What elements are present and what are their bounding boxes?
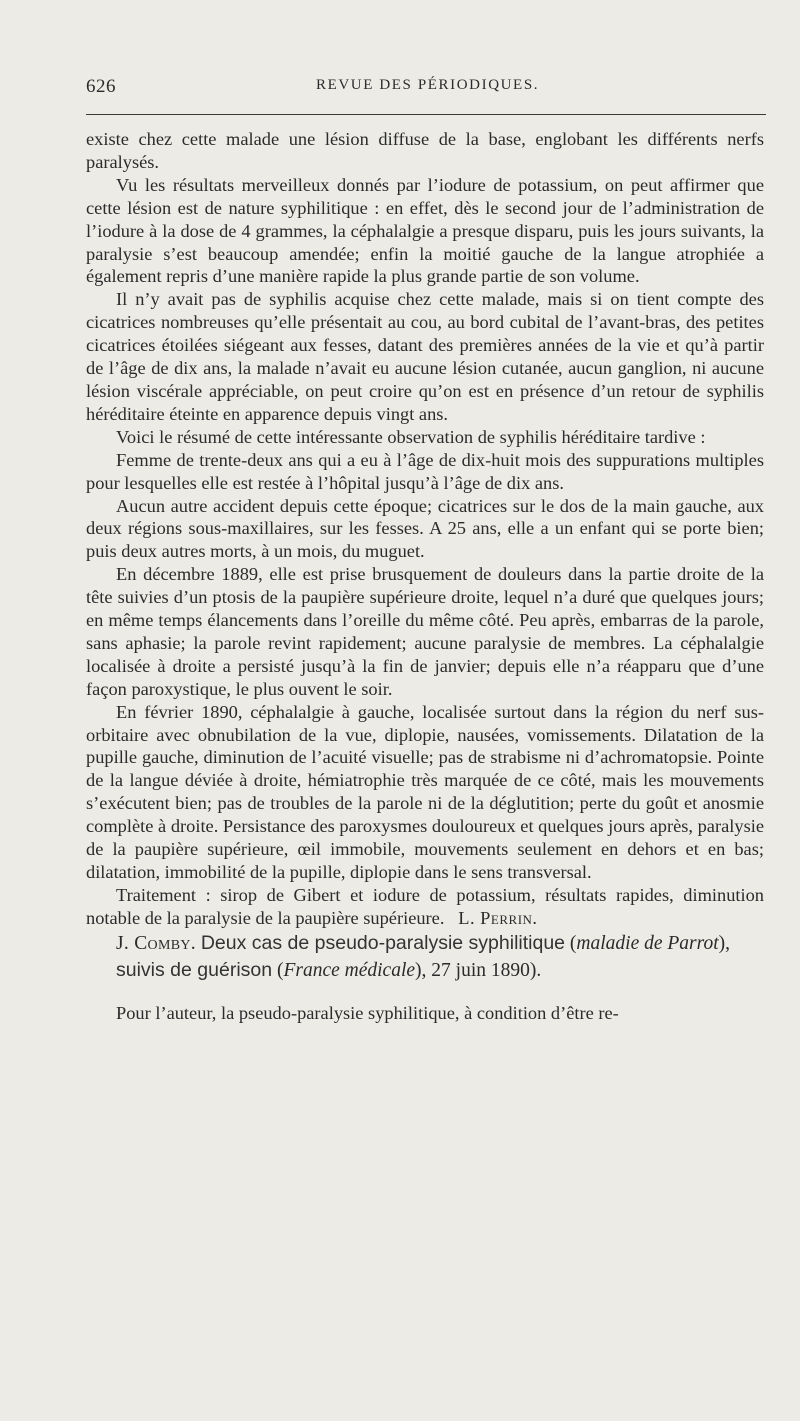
paragraph-with-signature [86,884,764,930]
page-header [86,76,766,102]
paragraph: En février 1890, céphalalgie à gauche, localisée surtout dans la région du nerf sus-orbitaire avec obnubilation de la vue, diplopie, nausées, vomissements. Dilatation de la pupille gauche, diminution de l’acuité visuelle; pas de strabisme ni d’achromatopsie. Pointe de la langue déviée à droite, hémiatrophie très marquée de ce côté, mais les mouvements s’exécutent bien; pas de troubles de la parole ni de la déglutition; perte du goût et anosmie complète à droite. Persistance des paroxysmes douloureux et quelques jours après, paralysie de la paupière supérieure, œil immobile, mouvements seulement en dehors et en bas; dilatation, immobilité de la pupille, diplopie dans le sens transversal. [86,701,764,882]
reference-middle: suivis de guérison [116,958,273,981]
paragraph: Il n’y avait pas de syphilis acquise chez cette malade, mais si on tient compte des cicatrices nombreuses qu’elle présentait au cou, au bord cubital de l’avant-bras, des petites cicatrices étoilées siégeant aux fesses, datant des premières années de la vie et qu’à partir de l’âge de dix ans, la malade n’avait eu aucune lésion cutanée, aucun ganglion, ni aucune lésion viscérale appréciable, on peut croire qu’on est en présence d’un retour de syphilis héréditaire éteinte en apparence depuis vingt ans. [86,289,764,424]
reference-journal: France médicale [283,959,416,981]
signature: L. Perrin. [458,907,538,928]
paragraph: existe chez cette malade une lésion diffuse de la base, englobant les différents nerfs paralysés. [86,129,764,172]
paragraph: Vu les résultats merveilleux donnés par l’iodure de potassium, on peut affirmer que cette lésion est de nature syphilitique : en effet, dès le second jour de l’administration de l’iodure à la dose de 4 grammes, la céphalalgie a presque disparu, puis les jours suivants, la paralysie s’est beaucoup amendée; enfin la moitié gauche de la langue atrophiée a également repris d’une manière rapide la plus grande partie de son volume. [86,174,764,287]
page-number: 626 [86,76,116,97]
reference-subtitle: maladie de Parrot [576,932,719,954]
paragraph: Aucun autre accident depuis cette époque; cicatrices sur le dos de la main gauche, aux deux régions sous-maxillaires, sur les fesses. A 25 ans, elle a un enfant qui se porte bien; puis deux autres morts, à un mois, du muguet. [86,495,764,562]
paragraph: En décembre 1889, elle est prise brusquement de douleurs dans la partie droite de la tête suivies d’un ptosis de la paupière supérieure droite, lequel n’a duré que quelques jours; en même temps élancements dans l’oreille du même côté. Peu après, embarras de la parole, sans aphasie; la parole revint rapidement; aucune paralysie de membres. La céphalalgie localisée à droite a persisté jusqu’à la fin de janvier; depuis elle n’a réapparu que d’une façon paroxystique, le plus ouvent le soir. [86,564,764,699]
bibliographic-reference: J. Comby. Deux cas de pseudo-paralysie syphilitique (maladie de Parrot), suivis de guérison (France médicale), 27 juin 1890). [116,931,731,981]
reference-date: 27 juin 1890 [431,959,530,981]
article-body [86,128,764,1025]
paragraph: Voici le résumé de cette intéressante observation de syphilis héréditaire tardive : [116,426,706,447]
running-title: REVUE DES PÉRIODIQUES. [316,77,540,93]
reference-title: Deux cas de pseudo-paralysie syphilitique [200,931,566,954]
header-rule [86,114,766,115]
paragraph: Traitement : sirop de Gibert et iodure de potassium, résultats rapides, diminution notable de la paralysie de la paupière supérieure. [86,884,764,928]
paragraph: Femme de trente-deux ans qui a eu à l’âge de dix-huit mois des suppurations multiples pour lesquelles elle est restée à l’hôpital jusqu’à l’âge de dix ans. [86,449,764,493]
reference-author: J. Comby. [116,932,196,954]
paragraph: Pour l’auteur, la pseudo-paralysie syphilitique, à condition d’être re- [116,1002,619,1023]
